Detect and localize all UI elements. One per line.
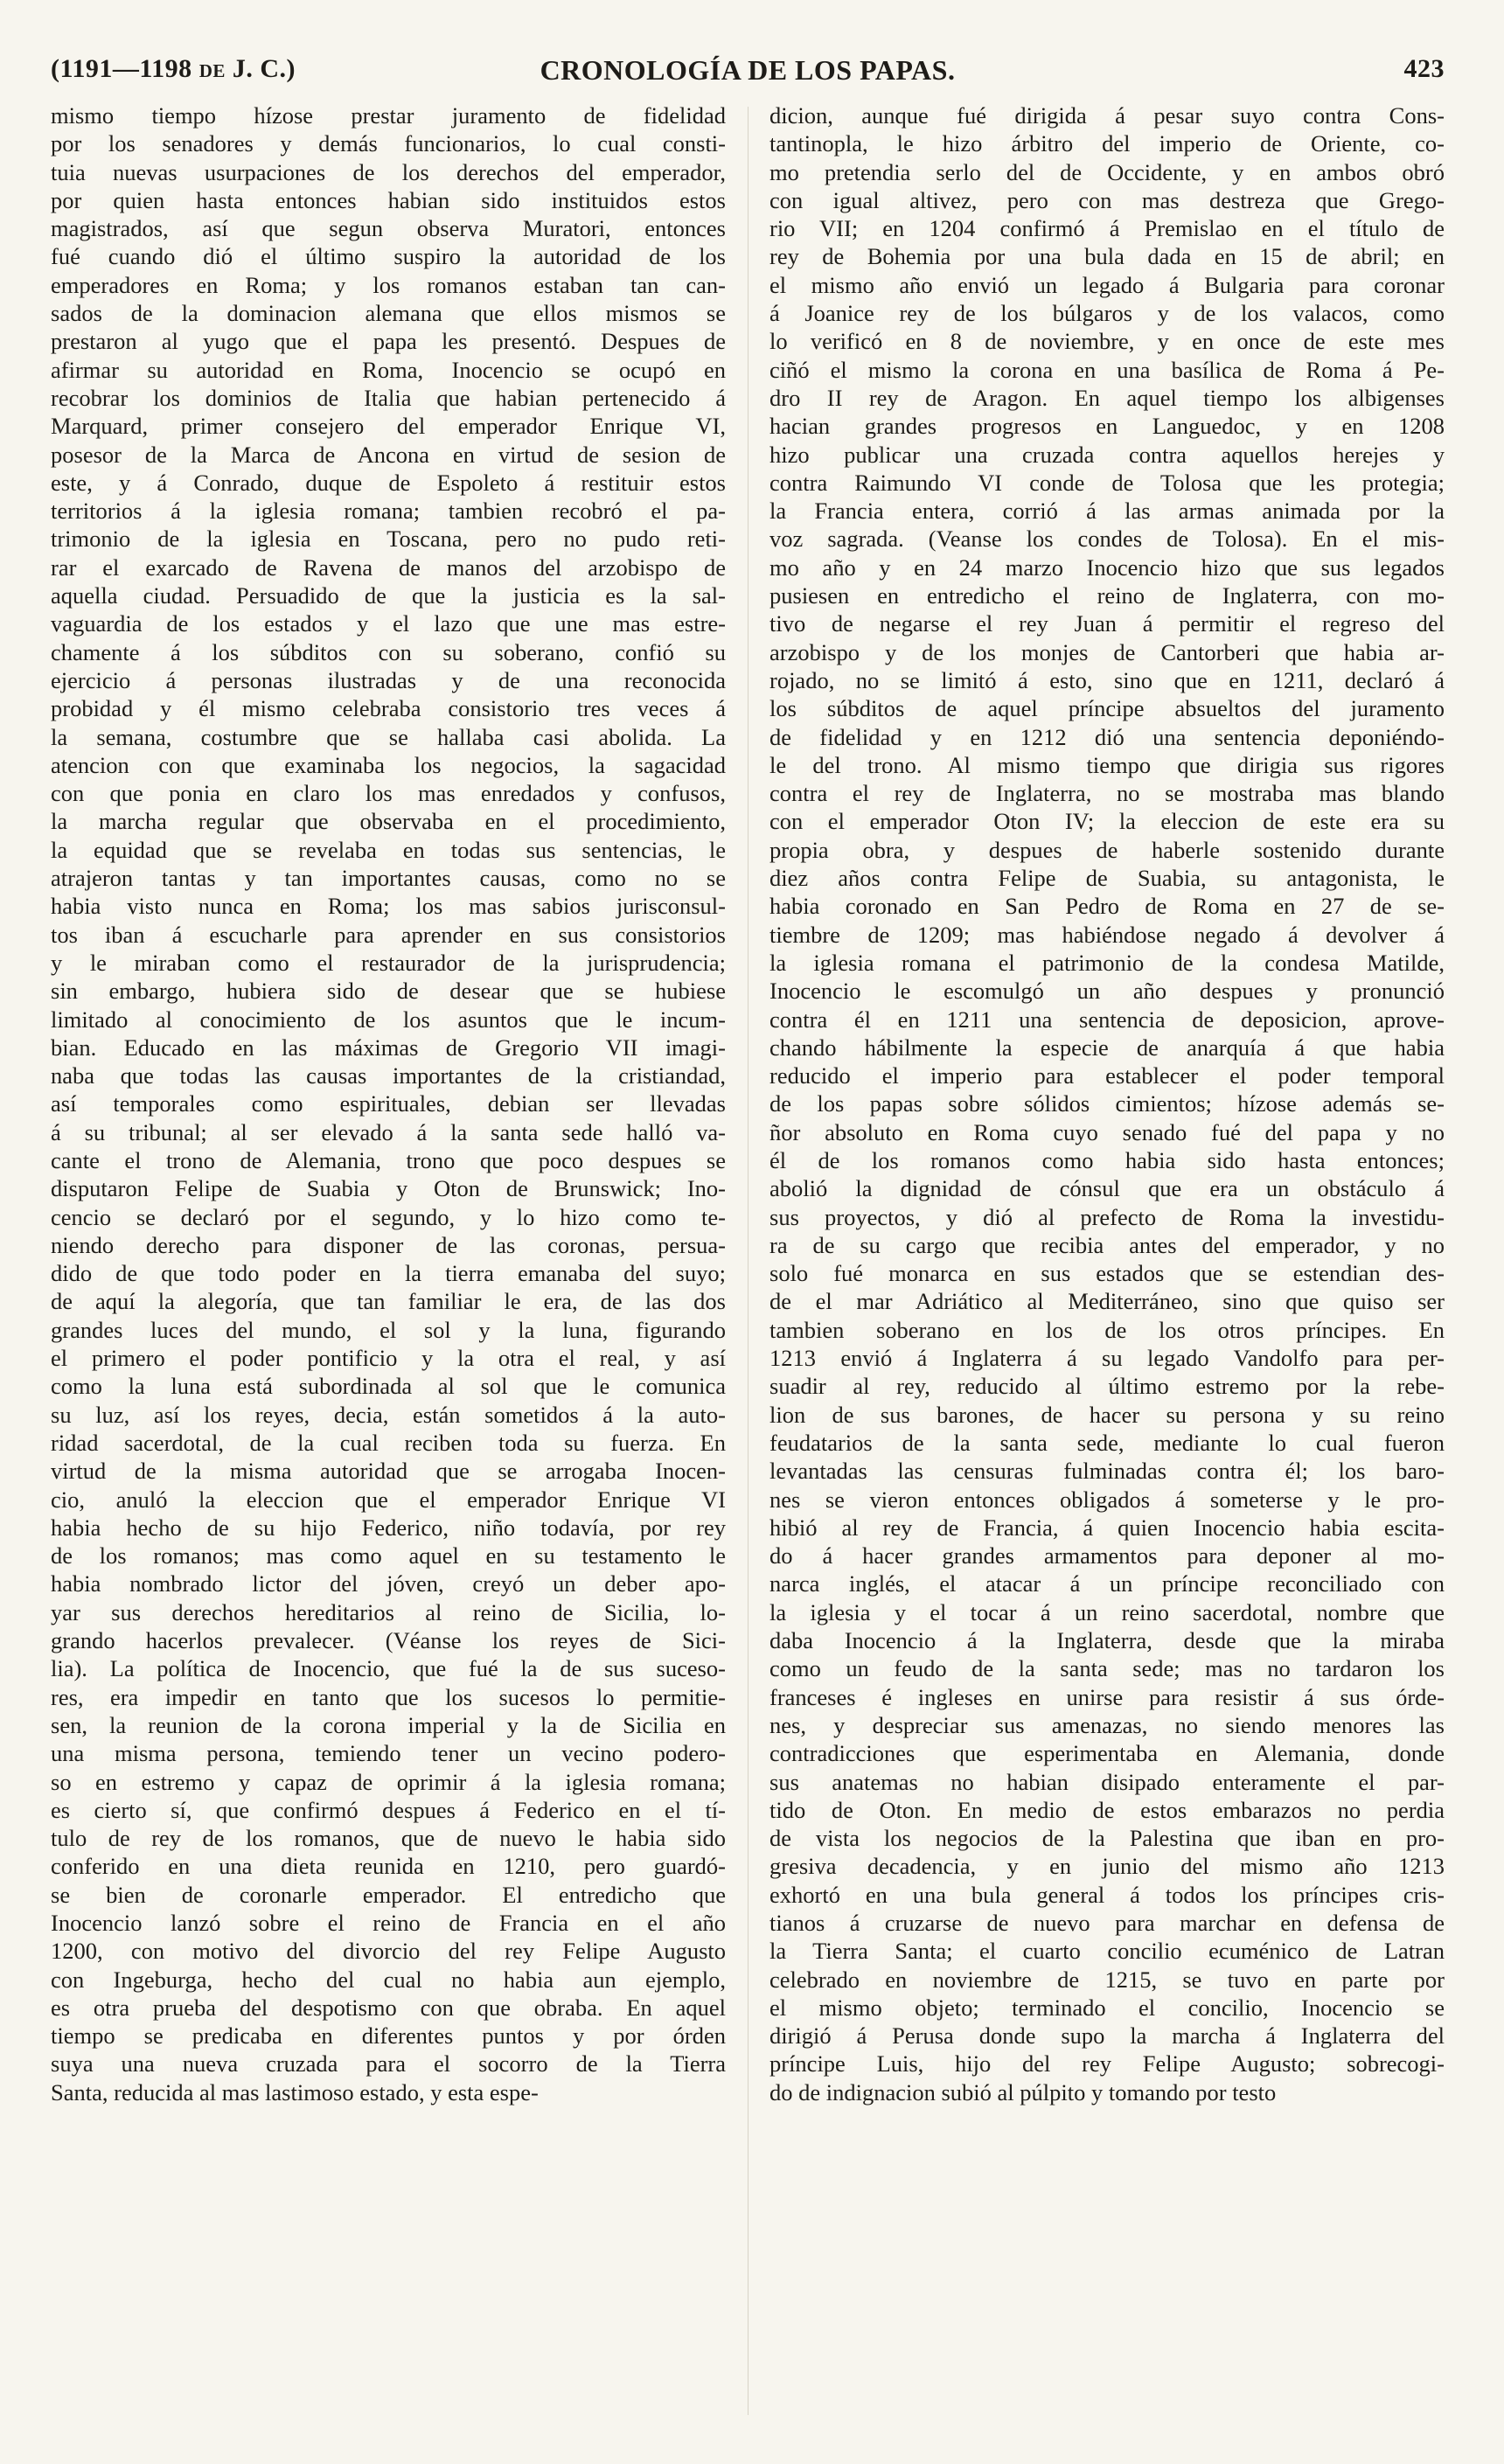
right-column-line: la iglesia y el tocar á un reino sacerdotal, nombre que [769,1598,1445,1625]
right-column-line: nes, y despreciar sus amenazas, no siendo menores las [769,1711,1445,1738]
right-column-line: tiembre de 1209; mas habiéndose negado á devolver á [769,921,1445,948]
left-column-line: con que ponia en claro los mas enredados y confusos, [51,780,726,807]
left-column-line: grandes luces del mundo, el sol y la luna, figurando [51,1316,726,1343]
left-column-line: aquella ciudad. Persuadido de que la justicia es la sal- [51,582,726,609]
right-column-line: mo año y en 24 marzo Inocencio hizo que sus legados [769,553,1445,581]
left-column-line: ridad sacerdotal, de la cual reciben toda su fuerza. En [51,1429,726,1456]
right-column-line: ñor absoluto en Roma cuyo senado fué del papa y no [769,1118,1445,1145]
right-column-line: 1213 envió á Inglaterra á su legado Vandolfo para per- [769,1345,1445,1372]
right-column-line: dro II rey de Aragon. En aquel tiempo los albigenses [769,384,1445,411]
left-column-line: tulo de rey de los romanos, que de nuevo le habia sido [51,1825,726,1852]
right-column-line: rey de Bohemia por una bula dada en 15 de abril; en [769,243,1445,270]
right-column-line: contra el rey de Inglaterra, no se mostraba mas blando [769,780,1445,807]
right-column-line: chando hábilmente la especie de anarquía á que habia [769,1034,1445,1061]
right-column-line: con el emperador Oton IV; la eleccion de este era su [769,808,1445,835]
right-column-line: ra de su cargo que recibia antes del emperador, y no [769,1231,1445,1258]
left-column-line: limitado al conocimiento de los asuntos que le incum- [51,1006,726,1033]
right-column-line: á Joanice rey de los búlgaros y de los valacos, como [769,300,1445,327]
column-gutter [748,107,749,2415]
left-column-line: conferido en una dieta reunida en 1210, pero guardó- [51,1853,726,1880]
left-column-line: tuia nuevas usurpaciones de los derechos del emperador, [51,158,726,185]
left-column-line: como la luna está subordinada al sol que le comunica [51,1373,726,1400]
right-column-line: rio VII; en 1204 confirmó á Premislao en el título de [769,215,1445,242]
right-column-line: tivo de negarse el rey Juan á permitir el regreso del [769,610,1445,637]
right-column-line: sus anatemas no habian disipado enteramente el par- [769,1768,1445,1795]
right-column-line: de vista los negocios de la Palestina que iban en pro- [769,1825,1445,1852]
right-column-line: contra él en 1211 una sentencia de deposicion, aprove- [769,1006,1445,1033]
left-column-line: emperadores en Roma; y los romanos estaban tan can- [51,271,726,298]
right-column-line: arzobispo y de los monjes de Cantorberi que habia ar- [769,638,1445,665]
right-column-line: contra Raimundo VI conde de Tolosa que les protegia; [769,469,1445,496]
right-column-line: el mismo objeto; terminado el concilio, Inocencio se [769,1994,1445,2021]
right-column-line: feudatarios de la santa sede, mediante lo cual fueron [769,1429,1445,1456]
right-column-line: Inocencio le escomulgó un año despues y pronunció [769,978,1445,1005]
left-column-line: vaguardia de los estados y el lazo que une mas estre- [51,610,726,637]
left-column-line: sin embargo, hubiera sido de desear que se hubiese [51,978,726,1005]
left-column-line: tos iban á escucharle para aprender en sus consistorios [51,921,726,948]
right-column-line: exhortó en una bula general á todos los príncipes cris- [769,1881,1445,1908]
left-column-line: mismo tiempo hízose prestar juramento de fidelidad [51,102,726,129]
right-column-line: la Tierra Santa; el cuarto concilio ecuménico de Latran [769,1938,1445,1965]
left-column-line: la semana, costumbre que se hallaba casi abolida. La [51,723,726,750]
left-column-line: posesor de la Marca de Ancona en virtud de sesion de [51,441,726,468]
left-column-line: res, era impedir en tanto que los sucesos lo permitie- [51,1683,726,1710]
left-column-line: á su tribunal; al ser elevado á la santa sede halló va- [51,1118,726,1145]
left-column-line: bian. Educado en las máximas de Gregorio VII imagi- [51,1034,726,1061]
date-range-start: (1191—1198 [51,54,192,83]
right-column-line: ciñó el mismo la corona en una basílica de Roma á Pe- [769,356,1445,383]
date-range-de: DE [198,60,226,81]
left-column-line: Marquard, primer consejero del emperador Enrique VI, [51,413,726,440]
left-column-line: afirmar su autoridad en Roma, Inocencio se ocupó en [51,356,726,383]
left-column-line: habia hecho de su hijo Federico, niño todavía, por rey [51,1514,726,1541]
left-column-line: recobrar los dominios de Italia que habian pertenecido á [51,384,726,411]
right-column-line: príncipe Luis, hijo del rey Felipe Augusto; sobrecogi- [769,2050,1445,2078]
right-column-line: rojado, no se limitó á esto, sino que en 1211, declaró á [769,666,1445,693]
right-column-line: sus proyectos, y dió al prefecto de Roma la investidu- [769,1203,1445,1230]
left-column-line: su luz, así los reyes, decia, están sometidos á la auto- [51,1401,726,1428]
right-column-line: voz sagrada. (Veanse los condes de Tolosa). En el mis- [769,526,1445,553]
right-column-line: diez años contra Felipe de Suabia, su antagonista, le [769,865,1445,892]
right-column-line: suadir al rey, reducido al último estremo por la rebe- [769,1373,1445,1400]
left-column-line: tiempo se predicaba en diferentes puntos y por órden [51,2022,726,2050]
page-number: 423 [1403,54,1445,83]
left-column-line: es cierto sí, que confirmó despues á Federico en el tí- [51,1796,726,1823]
right-column-line: la Francia entera, corrió á las armas animada por la [769,498,1445,525]
right-column-line: le del trono. Al mismo tiempo que dirigia sus rigores [769,751,1445,778]
right-column-line: daba Inocencio á la Inglaterra, desde que la miraba [769,1627,1445,1654]
left-column-line: con Ingeburga, hecho del cual no habia aun ejemplo, [51,1966,726,1993]
left-column-line: habia visto nunca en Roma; los mas sabios jurisconsul- [51,893,726,920]
left-column-line: y le miraban como el restaurador de la jurisprudencia; [51,949,726,976]
right-column-line: de fidelidad y en 1212 dió una sentencia deponiéndo- [769,723,1445,750]
left-column-line: prestaron al yugo que el papa les presentó. Despues de [51,328,726,355]
left-column-line: así temporales como espirituales, debian ser llevadas [51,1090,726,1117]
right-column-line: nes se vieron entonces obligados á someterse y le pro- [769,1486,1445,1513]
right-column-line: tantinopla, le hizo árbitro del imperio de Oriente, co- [769,130,1445,157]
left-column-line: territorios á la iglesia romana; tambien recobró el pa- [51,498,726,525]
left-column-line: habia nombrado lictor del jóven, creyó un deber apo- [51,1570,726,1597]
right-column-line: habia coronado en San Pedro de Roma en 27 de se- [769,893,1445,920]
right-column-line: como un feudo de la santa sede; mas no tardaron los [769,1655,1445,1682]
date-range-end: J. C.) [232,54,296,83]
left-column-line: ejercicio á personas ilustradas y de una reconocida [51,666,726,693]
right-column [769,101,1445,2106]
right-column-line: dirigió á Perusa donde supo la marcha á Inglaterra del [769,2022,1445,2050]
right-column-line: do á hacer grandes armamentos para deponer al mo- [769,1542,1445,1570]
left-column-line: lia). La política de Inocencio, que fué la de sus suceso- [51,1655,726,1682]
right-column-line: lion de sus barones, de hacer su persona y su reino [769,1401,1445,1428]
left-column-line: Inocencio lanzó sobre el reino de Francia en el año [51,1910,726,1936]
right-column-line: mo pretendia serlo del de Occidente, y en ambos obró [769,158,1445,185]
right-column-line: tianos á cruzarse de nuevo para marchar en defensa de [769,1910,1445,1936]
right-column-line: gresiva decadencia, y en junio del mismo año 1213 [769,1853,1445,1880]
right-column-line: franceses é ingleses en unirse para resistir á sus órde- [769,1683,1445,1710]
left-column-line: por quien hasta entonces habian sido instituidos estos [51,186,726,213]
left-column-line: cante el trono de Alemania, trono que poco despues se [51,1146,726,1173]
left-column-line: se bien de coronarle emperador. El entredicho que [51,1881,726,1908]
left-column-line: chamente á los súbditos con su soberano, confió su [51,638,726,665]
left-column-line: la marcha regular que observaba en el procedimiento, [51,808,726,835]
left-column-line: yar sus derechos hereditarios al reino de Sicilia, lo- [51,1598,726,1625]
left-column-line: niendo derecho para disponer de las coronas, persua- [51,1231,726,1258]
right-column-line: hacian grandes progresos en Languedoc, y en 1208 [769,413,1445,440]
left-column-line: disputaron Felipe de Suabia y Oton de Brunswick; Ino- [51,1175,726,1202]
right-column-line: hibió al rey de Francia, á quien Inocencio habia escita- [769,1514,1445,1541]
right-column-line: con igual altivez, pero con mas destreza que Grego- [769,186,1445,213]
book-page [51,45,1445,2433]
right-column-line: de los papas sobre sólidos cimientos; hízose además se- [769,1090,1445,1117]
left-column-line: por los senadores y demás funcionarios, lo cual consti- [51,130,726,157]
running-header [51,45,1445,98]
right-column-line: levantadas las censuras fulminadas contra él; los baro- [769,1458,1445,1485]
right-column-line: celebrado en noviembre de 1215, se tuvo en parte por [769,1966,1445,1993]
left-column-line: sados de la dominacion alemana que ellos mismos se [51,300,726,327]
right-column-line: contradicciones que esperimentaba en Alemania, donde [769,1740,1445,1767]
left-column [51,101,726,2106]
right-column-line: la iglesia romana el patrimonio de la condesa Matilde, [769,949,1445,976]
left-column-line: 1200, con motivo del divorcio del rey Felipe Augusto [51,1938,726,1965]
right-column-line: abolió la dignidad de cónsul que era un obstáculo á [769,1175,1445,1202]
left-column-line: dido de que todo poder en la tierra emanaba del suyo; [51,1260,726,1287]
page-title: CRONOLOGÍA DE LOS PAPAS. [540,54,956,86]
left-column-line: de aquí la alegoría, que tan familiar le era, de las dos [51,1288,726,1315]
left-column-line: el primero el poder pontificio y la otra el real, y así [51,1345,726,1372]
right-column-line: solo fué monarca en sus estados que se estendian des- [769,1260,1445,1287]
text-columns [51,101,1445,2427]
left-column-line: Santa, reducida al mas lastimoso estado, y esta espe- [51,2078,539,2106]
right-column-line: propia obra, y despues de haberle sostenido durante [769,836,1445,863]
right-column-line: dicion, aunque fué dirigida á pesar suyo contra Cons- [769,102,1445,129]
left-column-line: probidad y él mismo celebraba consistorio tres veces á [51,695,726,722]
left-column-line: fué cuando dió el último suspiro la autoridad de los [51,243,726,270]
left-column-line: cio, anuló la eleccion que el emperador Enrique VI [51,1486,726,1513]
right-column-line: narca inglés, el atacar á un príncipe reconciliado con [769,1570,1445,1597]
left-column-line: suya una nueva cruzada para el socorro de la Tierra [51,2050,726,2078]
right-column-line: hizo publicar una cruzada contra aquellos herejes y [769,441,1445,468]
left-column-line: de los romanos; mas como aquel en su testamento le [51,1542,726,1570]
left-column-line: atencion con que examinaba los negocios, la sagacidad [51,751,726,778]
left-column-line: trimonio de la iglesia en Toscana, pero no pudo reti- [51,526,726,553]
right-column-line: tido de Oton. En medio de estos embarazos no perdia [769,1796,1445,1823]
right-column-line: do de indignacion subió al púlpito y tomando por testo [769,2078,1277,2106]
left-column-line: virtud de la misma autoridad que se arrogaba Inocen- [51,1458,726,1485]
left-column-line: magistrados, así que segun observa Muratori, entonces [51,215,726,242]
right-column-line: pusiesen en entredicho el reino de Inglaterra, con mo- [769,582,1445,609]
left-column-line: cencio se declaró por el segundo, y lo hizo como te- [51,1203,726,1230]
left-column-line: la equidad que se revelaba en todas sus sentencias, le [51,836,726,863]
right-column-line: lo verificó en 8 de noviembre, y en once de este mes [769,328,1445,355]
right-column-line: de el mar Adriático al Mediterráneo, sino que quiso ser [769,1288,1445,1315]
left-column-line: atrajeron tantas y tan importantes causas, como no se [51,865,726,892]
left-column-line: naba que todas las causas importantes de la cristiandad, [51,1062,726,1089]
left-column-line: rar el exarcado de Ravena de manos del arzobispo de [51,553,726,581]
left-column-line: so en estremo y capaz de oprimir á la iglesia romana; [51,1768,726,1795]
left-column-line: este, y á Conrado, duque de Espoleto á restituir estos [51,469,726,496]
left-column-line: es otra prueba del despotismo con que obraba. En aquel [51,1994,726,2021]
right-column-line: los súbditos de aquel príncipe absueltos del juramento [769,695,1445,722]
left-column-line: sen, la reunion de la corona imperial y la de Sicilia en [51,1711,726,1738]
left-column-line: grando hacerlos prevalecer. (Véanse los reyes de Sici- [51,1627,726,1654]
right-column-line: él de los romanos como habia sido hasta entonces; [769,1146,1445,1173]
left-column-line: una misma persona, temiendo tener un vecino podero- [51,1740,726,1767]
right-column-line: el mismo año envió un legado á Bulgaria para coronar [769,271,1445,298]
right-column-line: tambien soberano en los de los otros príncipes. En [769,1316,1445,1343]
right-column-line: reducido el imperio para establecer el poder temporal [769,1062,1445,1089]
